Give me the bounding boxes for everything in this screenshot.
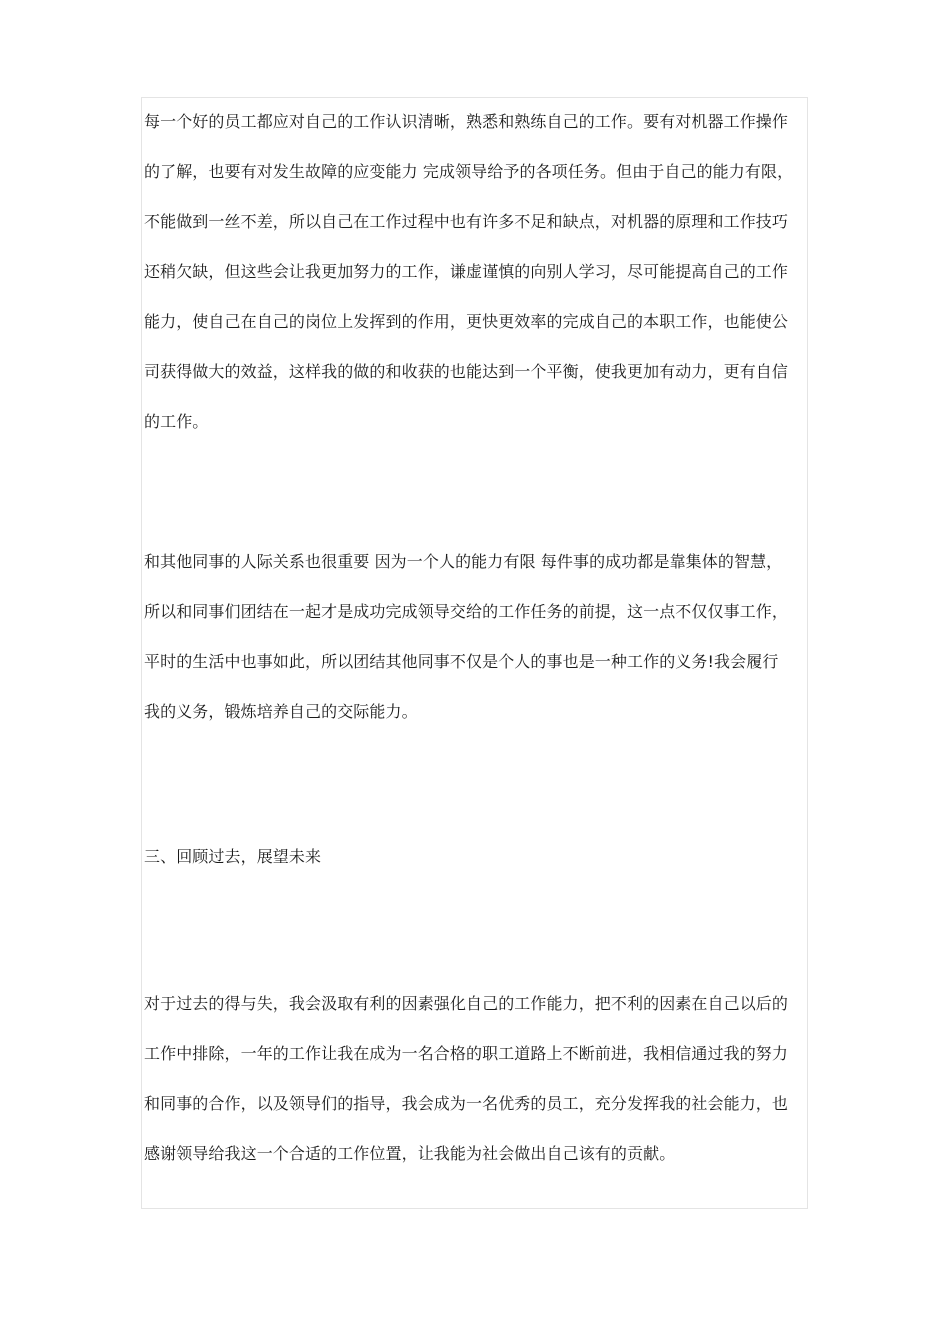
paragraph-relationships [144, 537, 812, 737]
text-line: 对于过去的得与失，我会汲取有利的因素强化自己的工作能力，把不利的因素在自己以后的 [144, 994, 789, 1013]
text-line: 工作中排除，一年的工作让我在成为一名合格的职工道路上不断前进，我相信通过我的努力 [144, 1044, 789, 1063]
section-heading [144, 832, 812, 882]
paragraph-work-attitude [144, 97, 812, 447]
text-line: 我的义务，锻炼培养自己的交际能力。 [144, 702, 418, 721]
text-line: 感谢领导给我这一个合适的工作位置，让我能为社会做出自己该有的贡献。 [144, 1144, 676, 1163]
text-line: 司获得做大的效益，这样我的做的和收获的也能达到一个平衡，使我更加有动力，更有自信 [144, 362, 789, 381]
text-line: 和同事的合作，以及领导们的指导，我会成为一名优秀的员工，充分发挥我的社会能力，也 [144, 1094, 789, 1113]
document-body [144, 97, 812, 1179]
text-line: 每一个好的员工都应对自己的工作认识清晰，熟悉和熟练自己的工作。要有对机器工作操作 [144, 112, 789, 131]
text-line: 的工作。 [144, 412, 209, 431]
text-line: 平时的生活中也事如此，所以团结其他同事不仅是个人的事也是一种工作的义务!我会履行 [144, 652, 779, 671]
text-line: 所以和同事们团结在一起才是成功完成领导交给的工作任务的前提，这一点不仅仅事工作， [144, 602, 789, 621]
text-line: 和其他同事的人际关系也很重要 因为一个人的能力有限 每件事的成功都是靠集体的智慧， [144, 552, 783, 571]
paragraph-future-outlook [144, 979, 812, 1179]
text-line: 能力，使自己在自己的岗位上发挥到的作用，更快更效率的完成自己的本职工作，也能使公 [144, 312, 789, 331]
section-heading-text: 三、回顾过去，展望未来 [144, 847, 322, 866]
text-line: 的了解，也要有对发生故障的应变能力 完成领导给予的各项任务。但由于自己的能力有限， [144, 162, 794, 181]
text-line: 还稍欠缺，但这些会让我更加努力的工作，谦虚谨慎的向别人学习，尽可能提高自己的工作 [144, 262, 789, 281]
text-line: 不能做到一丝不差，所以自己在工作过程中也有许多不足和缺点，对机器的原理和工作技巧 [144, 212, 789, 231]
